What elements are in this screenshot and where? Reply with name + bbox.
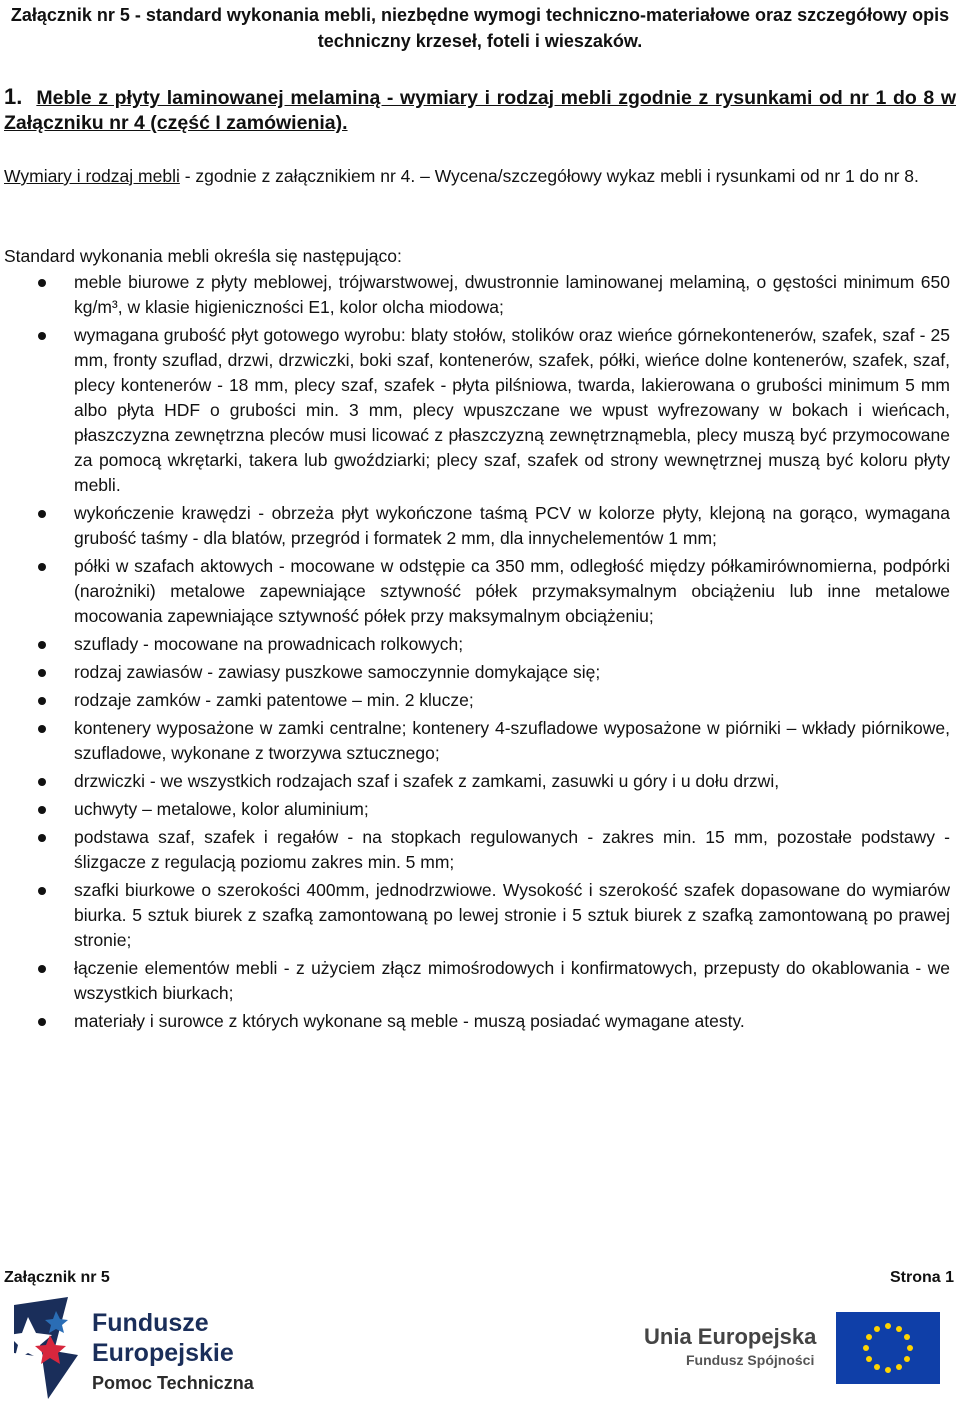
- fe-logo-line3: Pomoc Techniczna: [92, 1373, 254, 1393]
- bullet-icon: [38, 510, 46, 518]
- bullet-icon: [38, 697, 46, 705]
- bullet-icon: [38, 887, 46, 895]
- list-item-text: szuflady - mocowane na prowadnicach rolkowych;: [74, 634, 464, 654]
- list-item: [0, 769, 950, 794]
- list-item-text: rodzaje zamków - zamki patentowe – min. 2 klucze;: [74, 690, 474, 710]
- list-item-text: materiały i surowce z których wykonane są meble - muszą posiadać wymagane atesty.: [74, 1011, 745, 1031]
- bullet-icon: [38, 332, 46, 340]
- list-item-text: szafki biurkowe o szerokości 400mm, jednodrzwiowe. Wysokość i szerokość szafek dopasowane do wymiarów biurka. 5 sztuk biurek z szafką zamontowaną po lewej stronie i 5 sztuk biurek z szafką zamontowaną po prawej stronie;: [74, 880, 950, 950]
- footer-page-number: Strona 1: [889, 1269, 954, 1286]
- list-item-text: meble biurowe z płyty meblowej, trójwarstwowej, dwustronnie laminowanej melaminą, o gęstości minimum 650 kg/m³, w klasie higieniczności E1, kolor olcha miodowa;: [74, 272, 950, 317]
- list-item-text: wymagana grubość płyt gotowego wyrobu: blaty stołów, stolików oraz wieńce górnekontenerów, szafek, szaf - 25 mm, fronty szuflad, drzwi, drzwiczki, boki szaf, kontenerów, szafek, półki, wieńce dolne kontenerów, szafek, szaf, plecy kontenerów - 18 mm, plecy szaf, szafek - płyta pilśniowa, twarda, lakierowana o grubości minimum 5 mm albo płyta HDF o grubości min. 3 mm, plecy wpuszczane we wpust wyfrezowany w bokach i wieńcach, płaszczyzna zewnętrzna pleców musi licować z płaszczyzną zewnętrznąmebla, plecy muszą być przymocowane za pomocą wkrętarki, takera lub gwoździarki; plecy szaf, szafek od strony wewnętrznej muszą być koloru płyty mebli.: [74, 325, 950, 495]
- list-item-text: półki w szafach aktowych - mocowane w odstępie ca 350 mm, odległość między półkamirównomierna, podpórki (narożniki) metalowe zapewniające sztywność półek przymaksymalnym obciążeniu lub inne metalowe mocowania zapewniające sztywność półek przy maksymalnym obciążeniu;: [74, 556, 950, 626]
- list-item: [0, 825, 950, 875]
- bullet-icon: [38, 725, 46, 733]
- bullet-icon: [38, 1018, 46, 1026]
- list-item: [0, 501, 950, 551]
- bullet-icon: [38, 965, 46, 973]
- dimensions-paragraph: [4, 164, 950, 189]
- fe-logo-line2: Europejskie: [92, 1339, 234, 1367]
- bullet-icon: [38, 778, 46, 786]
- list-item: [0, 323, 950, 498]
- list-item: [0, 554, 950, 629]
- footer-attachment-label: Załącznik nr 5: [4, 1269, 110, 1286]
- list-item-text: łączenie elementów mebli - z użyciem złącz mimośrodowych i konfirmatowych, przepusty do okablowania - we wszystkich biurkach;: [74, 958, 950, 1003]
- document-title: Załącznik nr 5 - standard wykonania mebli, niezbędne wymogi techniczno-materiałowe oraz szczegółowy opis techniczny krzeseł, foteli i wieszaków.: [10, 5, 950, 51]
- list-item: [0, 797, 950, 822]
- fundusze-europejskie-logo: [8, 1295, 268, 1403]
- bullet-icon: [38, 641, 46, 649]
- section-number: 1.: [4, 84, 23, 109]
- dimensions-lead: Wymiary i rodzaj mebli: [4, 166, 180, 186]
- list-item-text: drzwiczki - we wszystkich rodzajach szaf i szafek z zamkami, zasuwki u góry i u dołu drzwi,: [74, 771, 780, 791]
- bullet-icon: [38, 279, 46, 287]
- list-item-text: uchwyty – metalowe, kolor aluminium;: [74, 799, 369, 819]
- list-item-text: podstawa szaf, szafek i regałów - na stopkach regulowanych - zakres min. 15 mm, pozostałe podstawy - ślizgacze z regulacją poziomu zakres min. 5 mm;: [74, 827, 950, 872]
- fe-stars-icon: [8, 1295, 88, 1403]
- unia-europejska-logo: [640, 1312, 950, 1392]
- list-item: [0, 1009, 950, 1034]
- list-item-text: wykończenie krawędzi - obrzeża płyt wykończone taśmą PCV w kolorze płyty, klejoną na gorąco, wymagana grubość taśmy - dla blatów, przegród i formatek 2 mm, dla innychelementów 1 mm;: [74, 503, 950, 548]
- ue-logo-line1: Unia Europejska: [644, 1324, 817, 1349]
- requirements-list: [0, 270, 950, 1037]
- list-item: [0, 878, 950, 953]
- list-item: [0, 660, 950, 685]
- standard-intro: Standard wykonania mebli określa się następująco:: [4, 246, 402, 266]
- ue-logo-line2: Fundusz Spójności: [686, 1352, 815, 1368]
- section-heading: [4, 84, 956, 136]
- dimensions-rest: - zgodnie z załącznikiem nr 4. – Wycena/szczegółowy wykaz mebli i rysunkami od nr 1 do nr 8.: [179, 166, 919, 186]
- list-item: [0, 956, 950, 1006]
- bullet-icon: [38, 834, 46, 842]
- section-heading-text: Meble z płyty laminowanej melaminą - wymiary i rodzaj mebli zgodnie z rysunkami od nr 1 do 8 w Załączniku nr 4 (część I zamówienia).: [4, 87, 956, 134]
- list-item: [0, 632, 950, 657]
- list-item-text: rodzaj zawiasów - zawiasy puszkowe samoczynnie domykające się;: [74, 662, 601, 682]
- eu-flag-icon: [836, 1312, 940, 1384]
- fe-logo-line1: Fundusze: [92, 1309, 209, 1337]
- bullet-icon: [38, 563, 46, 571]
- list-item: [0, 688, 950, 713]
- bullet-icon: [38, 806, 46, 814]
- list-item-text: kontenery wyposażone w zamki centralne; kontenery 4-szufladowe wyposażone w piórniki – wkłady piórnikowe, szufladowe, wykonane z tworzywa sztucznego;: [74, 718, 950, 763]
- list-item: [0, 270, 950, 320]
- list-item: [0, 716, 950, 766]
- bullet-icon: [38, 669, 46, 677]
